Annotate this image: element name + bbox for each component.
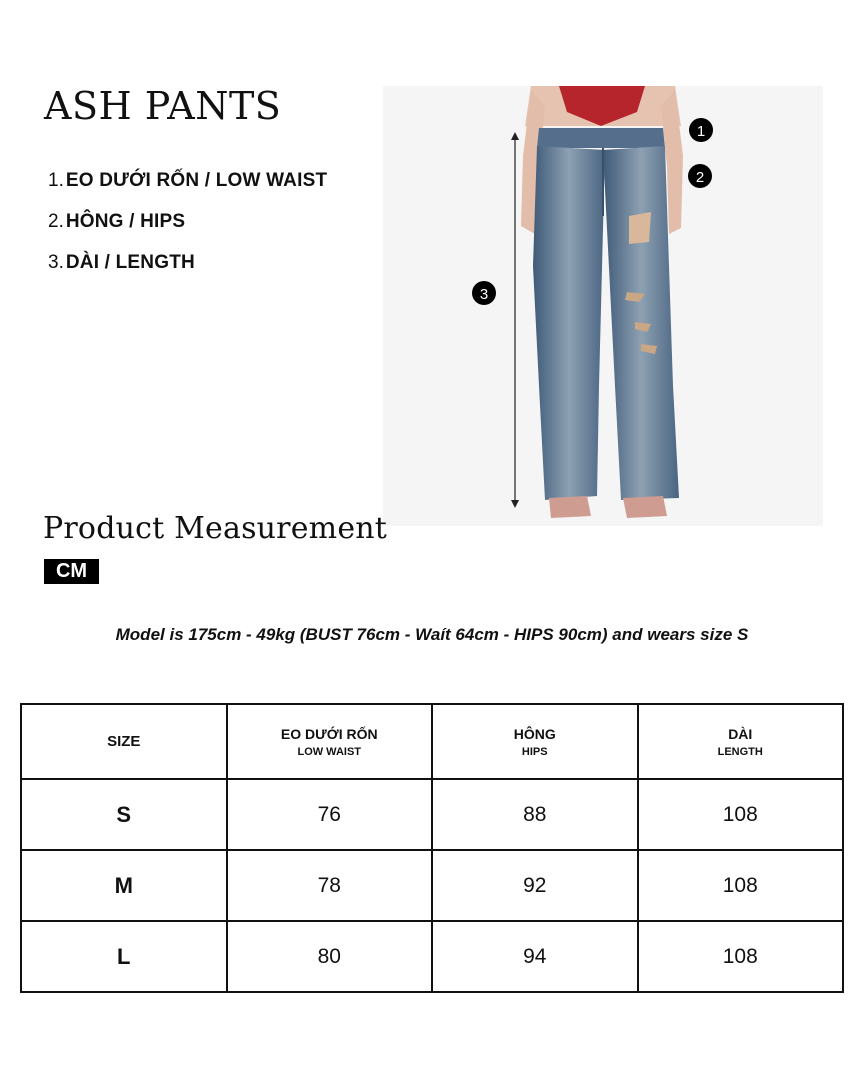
arrow-up-icon	[511, 132, 519, 140]
cell-waist: 78	[227, 850, 433, 921]
left-leg-shape	[533, 146, 605, 500]
section-title: Product Measurement	[43, 511, 388, 546]
header-sub-label: LENGTH	[717, 745, 763, 758]
measurement-point-number: 2.	[48, 211, 64, 232]
cell-length: 108	[638, 921, 844, 992]
arrow-down-icon	[511, 500, 519, 508]
header-main-label: SIZE	[107, 733, 141, 750]
marker-2-label: 2	[695, 169, 705, 186]
cell-waist: 76	[227, 779, 433, 850]
measurement-point-label: HÔNG / HIPS	[65, 211, 186, 232]
cell-waist: 80	[227, 921, 433, 992]
knee-rip-mark	[629, 212, 651, 244]
measurement-point-label: EO DƯỚI RỐN / LOW WAIST	[65, 170, 328, 191]
product-title: ASH PANTS	[44, 84, 282, 128]
table-row	[21, 850, 843, 921]
jeans-illustration	[383, 86, 823, 526]
product-photo	[383, 86, 823, 526]
header-length	[638, 704, 844, 779]
marker-1-label: 1	[696, 123, 706, 140]
table-row	[21, 779, 843, 850]
measurement-point-number: 3.	[48, 252, 64, 273]
marker-3-label: 3	[479, 286, 489, 303]
left-shoe-shape	[549, 496, 591, 518]
header-hips	[432, 704, 638, 779]
measurement-point-hips	[48, 201, 327, 242]
cell-length: 108	[638, 850, 844, 921]
measurement-point-label: DÀI / LENGTH	[65, 252, 195, 273]
measurement-point-waist	[48, 160, 327, 201]
table-row	[21, 921, 843, 992]
header-sub-label: LOW WAIST	[297, 745, 362, 758]
cell-size: S	[21, 779, 227, 850]
cell-hips: 92	[432, 850, 638, 921]
table-header-row	[21, 704, 843, 779]
size-chart-table	[20, 703, 844, 993]
measurement-point-length	[48, 242, 327, 283]
cell-size: M	[21, 850, 227, 921]
cell-size: L	[21, 921, 227, 992]
measurement-point-number: 1.	[48, 170, 64, 191]
header-main-label: DÀI	[728, 725, 753, 742]
header-sub-label: HIPS	[521, 745, 548, 758]
header-main-label: HÔNG	[513, 725, 556, 742]
cell-hips: 94	[432, 921, 638, 992]
header-low-waist	[227, 704, 433, 779]
header-size	[21, 704, 227, 779]
waistband-shape	[537, 128, 665, 148]
right-shoe-shape	[623, 496, 667, 518]
model-note: Model is 175cm - 49kg (BUST 76cm - Waít 64cm - HIPS 90cm) and wears size S	[115, 625, 749, 644]
header-main-label: EO DƯỚI RỐN	[280, 725, 378, 742]
measurement-points-list	[48, 160, 327, 283]
cell-hips: 88	[432, 779, 638, 850]
cell-length: 108	[638, 779, 844, 850]
unit-badge: CM	[44, 559, 99, 584]
